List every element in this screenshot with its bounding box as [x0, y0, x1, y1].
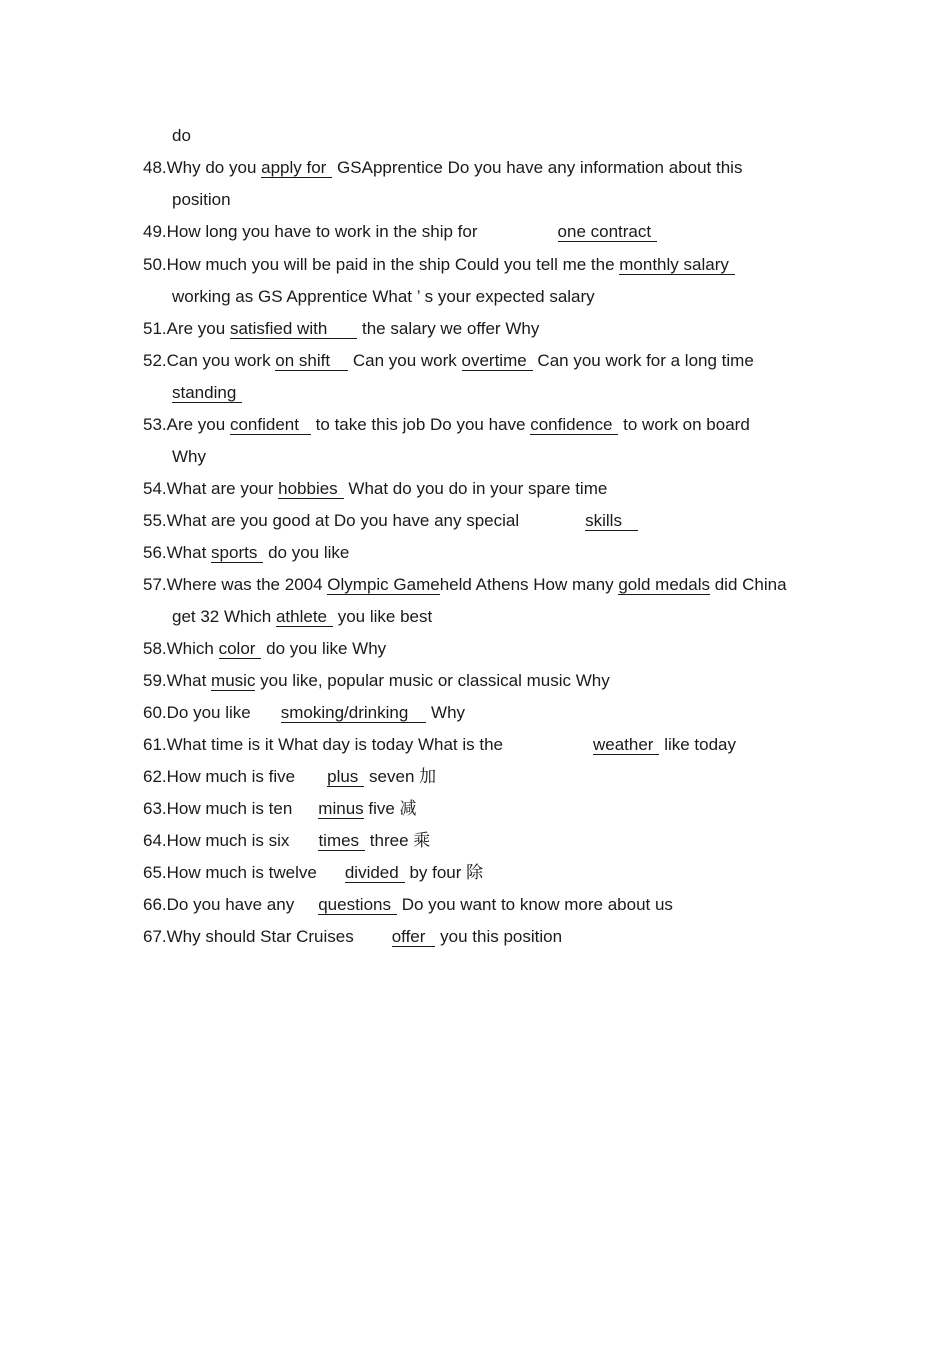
question-49: [143, 221, 657, 243]
question-text: 52.Can you work: [143, 351, 276, 370]
question-57: [143, 574, 787, 596]
question-52: [143, 350, 754, 372]
question-text: 58.Which: [143, 639, 219, 658]
question-text: 60.Do you like: [143, 703, 251, 722]
question-text: you like best: [333, 607, 433, 626]
question-text: 62.How much is five: [143, 767, 296, 786]
answer-blank: music: [211, 671, 256, 690]
question-text: 56.What: [143, 543, 212, 562]
answer-blank: monthly salary: [619, 256, 735, 275]
question-text: Can you work: [348, 351, 462, 370]
question-text: five 减: [363, 799, 417, 818]
answer-blank: smoking/drinking: [281, 704, 427, 723]
question-55: [143, 510, 638, 532]
answer-blank: satisfied with: [230, 320, 357, 339]
question-text: 54.What are your: [143, 479, 279, 498]
answer-blank: sports: [211, 544, 263, 563]
question-text: position: [172, 190, 231, 209]
question-text: like today: [659, 735, 737, 754]
question-text: seven 加: [364, 767, 437, 786]
answer-blank: plus: [327, 768, 364, 787]
question-text: 48.Why do you: [143, 158, 262, 177]
answer-blank: weather: [593, 736, 659, 755]
answer-blank: divided: [345, 864, 405, 883]
question-61: [143, 734, 736, 756]
question-text: 51.Are you: [143, 319, 230, 338]
answer-blank: on shift: [275, 352, 348, 371]
question-text: Why: [426, 703, 466, 722]
question-53-continued: [172, 446, 206, 468]
question-59: [143, 670, 610, 692]
question-text: did China: [709, 575, 787, 594]
question-51: [143, 318, 539, 340]
answer-blank: gold medals: [618, 575, 710, 594]
question-text: 65.How much is twelve: [143, 863, 317, 882]
question-53: [143, 414, 750, 436]
question-text: Why: [172, 447, 206, 466]
answer-blank: confidence: [530, 416, 618, 435]
answer-blank: skills: [585, 512, 638, 531]
question-65: [143, 862, 483, 884]
question-text: 63.How much is ten: [143, 799, 293, 818]
answer-blank: apply for: [261, 159, 332, 178]
question-text: GSApprentice Do you have any information about this: [332, 158, 743, 177]
answer-blank: hobbies: [278, 480, 344, 499]
question-64: [143, 830, 430, 852]
question-text: What do you do in your spare time: [343, 479, 608, 498]
question-52-continued: [172, 382, 242, 404]
question-text: get 32 Which: [172, 607, 276, 626]
question-57-continued: [172, 606, 432, 628]
answer-blank: offer: [392, 928, 436, 947]
answer-blank: minus: [318, 799, 364, 818]
question-text: you like, popular music or classical music Why: [255, 671, 610, 690]
question-text: 61.What time is it What day is today What is the: [143, 735, 503, 754]
question-text: to work on board: [618, 415, 750, 434]
question-text: working as GS Apprentice What ’ s your expected salary: [172, 287, 595, 306]
question-text: 55.What are you good at Do you have any special: [143, 511, 520, 530]
question-54: [143, 478, 607, 500]
question-text: 64.How much is six: [143, 831, 290, 850]
answer-blank: Olympic Game: [327, 575, 440, 594]
answer-blank: questions: [318, 896, 397, 915]
question-60: [143, 702, 465, 724]
question-50-continued: [172, 286, 595, 308]
question-text: 49.How long you have to work in the ship for: [143, 222, 478, 241]
answer-blank: color: [219, 640, 262, 659]
question-text: do you like Why: [261, 639, 387, 658]
answer-blank: one contract: [558, 223, 658, 242]
answer-blank: times: [318, 832, 365, 851]
question-text: three 乘: [365, 831, 431, 850]
answer-blank: confident: [230, 416, 311, 435]
question-50: [143, 254, 735, 276]
question-48: [143, 157, 742, 179]
question-text: do you like: [263, 543, 350, 562]
question-text: 57.Where was the 2004: [143, 575, 328, 594]
question-text: Can you work for a long time: [532, 351, 754, 370]
text-line: [172, 125, 191, 147]
question-text: you this position: [435, 927, 563, 946]
question-text: the salary we offer Why: [357, 319, 540, 338]
question-56: [143, 542, 349, 564]
question-text: to take this job Do you have: [310, 415, 531, 434]
question-text: 66.Do you have any: [143, 895, 295, 914]
question-text: Do you want to know more about us: [397, 895, 673, 914]
question-62: [143, 766, 436, 788]
question-58: [143, 638, 386, 660]
question-63: [143, 798, 417, 820]
answer-blank: athlete: [276, 608, 333, 627]
answer-blank: standing: [172, 384, 242, 403]
question-67: [143, 926, 562, 948]
question-66: [143, 894, 673, 916]
answer-blank: overtime: [462, 352, 533, 371]
question-text: held Athens How many: [439, 575, 619, 594]
question-text: 50.How much you will be paid in the ship Could you tell me the: [143, 255, 620, 274]
question-text: 53.Are you: [143, 415, 230, 434]
question-text: 67.Why should Star Cruises: [143, 927, 354, 946]
question-text: by four 除: [404, 863, 484, 882]
line-text: do: [172, 126, 191, 145]
question-text: 59.What: [143, 671, 212, 690]
question-48-continued: [172, 189, 231, 211]
